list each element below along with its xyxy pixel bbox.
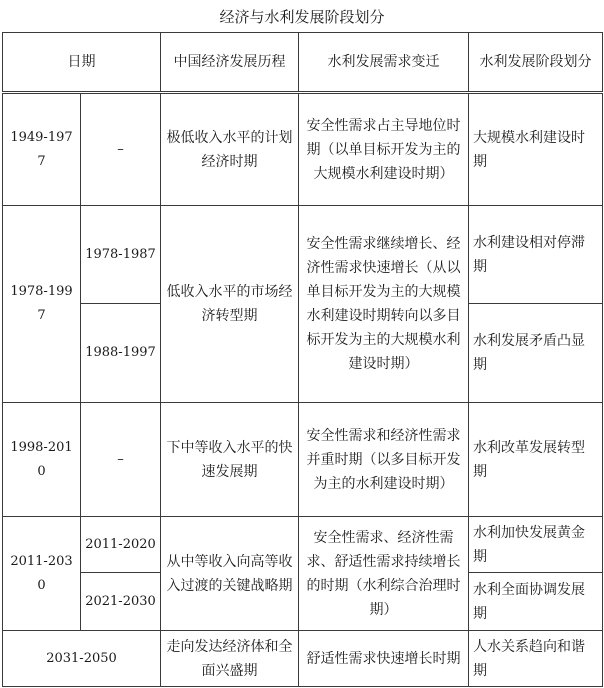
economy-cell: 极低收入水平的计划经济时期 xyxy=(161,93,299,206)
header-economy: 中国经济发展历程 xyxy=(161,33,299,93)
header-row xyxy=(3,33,603,93)
period-cell: 2011-2030 xyxy=(3,517,81,631)
table-row xyxy=(3,403,603,517)
sub-period-cell: 2021-2030 xyxy=(81,573,161,631)
demand-cell: 安全性需求和经济性需求并重时期（以多目标开发为主的水利建设时期） xyxy=(299,403,469,517)
stage-cell: 水利加快发展黄金期 xyxy=(469,517,603,573)
economy-cell: 低收入水平的市场经济转型期 xyxy=(161,206,299,403)
header-stage: 水利发展阶段划分 xyxy=(469,33,603,93)
stage-cell: 水利全面协调发展期 xyxy=(469,573,603,631)
economy-cell: 走向发达经济体和全面兴盛期 xyxy=(161,631,299,687)
header-demand: 水利发展需求变迁 xyxy=(299,33,469,93)
sub-period-cell: 2011-2020 xyxy=(81,517,161,573)
table-row xyxy=(3,93,603,206)
table-title: 经济与水利发展阶段划分 xyxy=(219,8,385,26)
demand-cell: 安全性需求、经济性需求、舒适性需求持续增长的时期（水利综合治理时期） xyxy=(299,517,469,631)
period-cell: 1978-1997 xyxy=(3,206,81,403)
demand-cell: 安全性需求占主导地位时期（以单目标开发为主的大规模水利建设时期） xyxy=(299,93,469,206)
economy-cell: 下中等收入水平的快速发展期 xyxy=(161,403,299,517)
sub-period-cell: 1988-1997 xyxy=(81,304,161,403)
period-cell: 1998-2010 xyxy=(3,403,81,517)
sub-period-cell: – xyxy=(81,403,161,517)
economy-cell: 从中等收入向高等收入过渡的关键战略期 xyxy=(161,517,299,631)
stage-cell: 水利发展矛盾凸显期 xyxy=(469,304,603,403)
sub-period-cell: – xyxy=(81,93,161,206)
stage-cell: 水利建设相对停滞期 xyxy=(469,206,603,304)
stage-cell: 人水关系趋向和谐期 xyxy=(469,631,603,687)
sub-period-cell: 1978-1987 xyxy=(81,206,161,304)
demand-cell: 安全性需求继续增长、经济性需求快速增长（从以单目标开发为主的大规模水利建设时期转向以多目标开发为主的大规模水利建设时期） xyxy=(299,206,469,403)
stage-cell: 大规模水利建设时期 xyxy=(469,93,603,206)
stage-table xyxy=(2,32,603,687)
demand-cell: 舒适性需求快速增长时期 xyxy=(299,631,469,687)
period-cell: 2031-2050 xyxy=(3,631,161,687)
stage-cell: 水利改革发展转型期 xyxy=(469,403,603,517)
table-row xyxy=(3,517,603,573)
table-row xyxy=(3,631,603,687)
table-row xyxy=(3,206,603,304)
period-cell: 1949-1977 xyxy=(3,93,81,206)
header-date: 日期 xyxy=(3,33,161,93)
